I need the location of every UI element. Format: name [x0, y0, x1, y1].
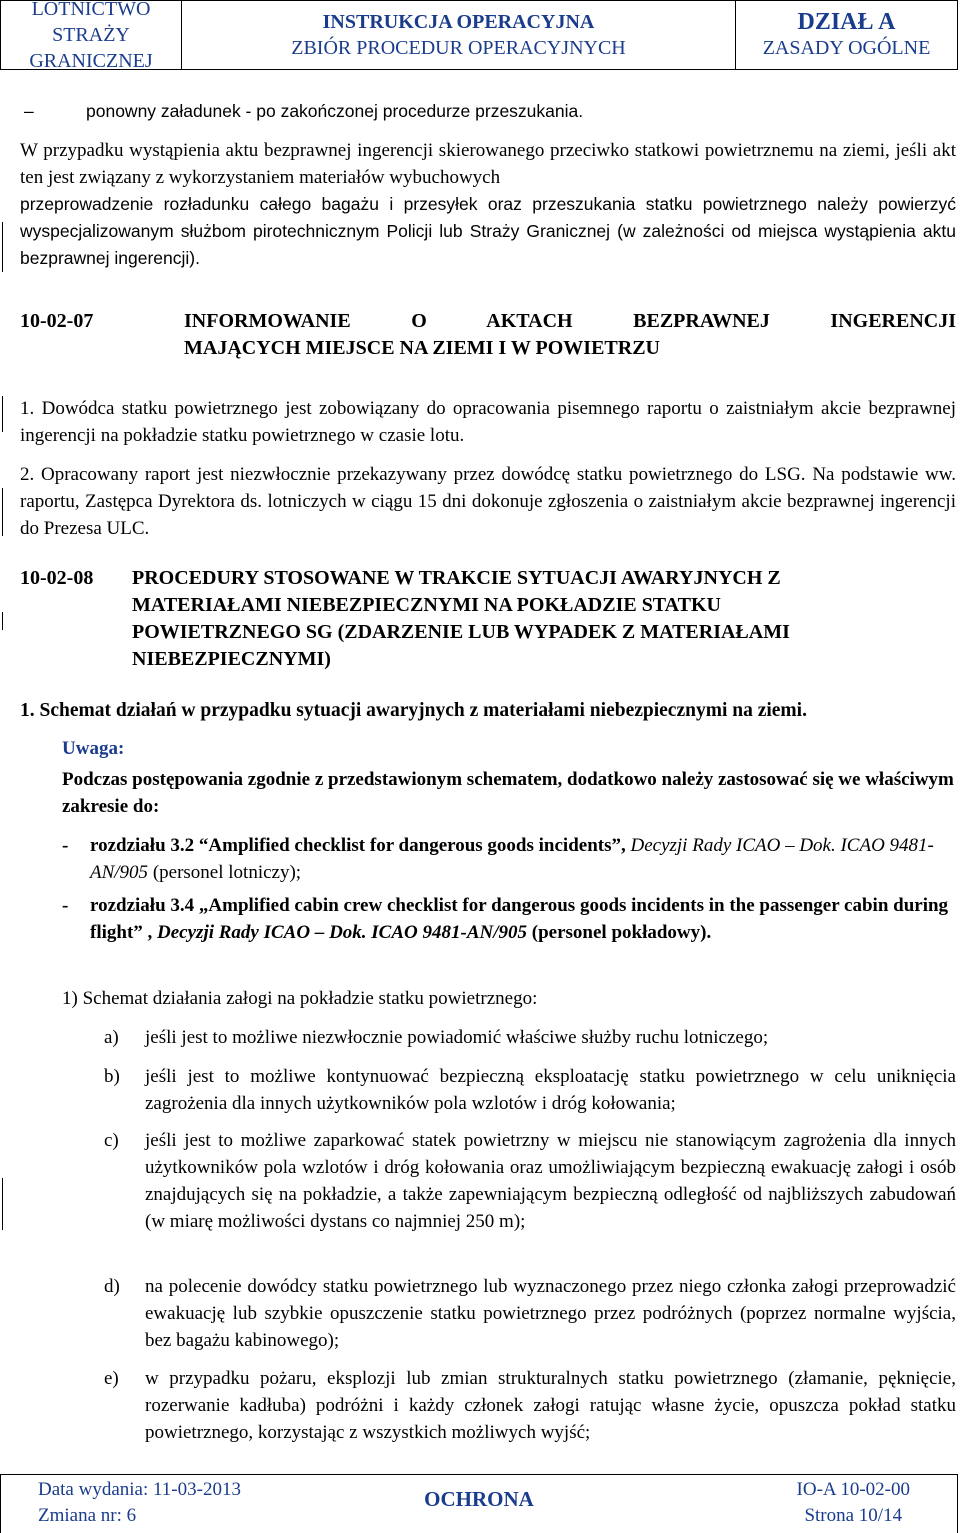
header-section-title: DZIAŁ A [797, 9, 896, 35]
header-document [182, 1, 736, 69]
section-title-10-02-07-line1: INFORMOWANIE O AKTACH BEZPRAWNEJ INGERENCJI [184, 310, 956, 332]
schema-heading: 1. Schemat działań w przypadku sytuacji awaryjnych z materiałami niebezpiecznymi na ziemi. [20, 700, 807, 721]
paragraph-explosives-serif: W przypadku wystąpienia aktu bezprawnej ingerencji skierowanego przeciwko statkowi powietrznemu na ziemi, jeśli akt ten jest związany z wykorzystaniem materiałów wybuchowych [20, 140, 956, 188]
ref1-audience: (personel lotniczy); [148, 862, 302, 883]
ref1-dash: - [62, 835, 69, 856]
dash-marker: – [24, 101, 34, 121]
page-footer [0, 1474, 958, 1532]
footer-document-id: IO-A 10-02-00 [796, 1479, 910, 1500]
header-org [1, 0, 182, 72]
paragraph-explosives-sans: przeprowadzenie rozładunku całego bagażu i przesyłek oraz przeszukania statku powietrznego należy powierzyć wyspecjalizowanym służbom pirotechnicznym Policji lub Straży Granicznej (w zależności od miejsca wystąpienia aktu bezprawnej ingerencji). [20, 194, 956, 268]
footer-doc-info [797, 1477, 910, 1529]
dash-item: ponowny załadunek - po zakończonej procedurze przeszukania. [86, 101, 584, 121]
ref2-audience: (personel pokładowy). [527, 922, 712, 943]
ref1-source: Decyzji Rady ICAO – Dok. ICAO 9481-AN/905 [90, 835, 934, 883]
sub-item-d-mark: d) [104, 1276, 120, 1297]
sub-item-b: jeśli jest to możliwe kontynuować bezpieczną eksploatację statku powietrznego w celu uniknięcia zagrożenia dla innych użytkowników pola wzlotów i dróg kołowania; [145, 1066, 956, 1114]
note-label: Uwaga: [62, 738, 125, 759]
ref2-chapter: rozdziału 3.4 „Amplified cabin crew checklist for dangerous goods incidents in the passenger cabin during flight” , [90, 895, 949, 943]
change-bar [2, 396, 3, 432]
note-text: Podczas postępowania zgodnie z przedstawionym schematem, dodatkowo należy zastosować się we właściwym zakresie do: [62, 769, 954, 817]
crew-schema-heading: 1) Schemat działania załogi na pokładzie statku powietrznego: [62, 988, 538, 1009]
sub-item-a-mark: a) [104, 1027, 119, 1048]
section-number-10-02-08: 10-02-08 [20, 567, 94, 589]
section-title-10-02-07-line2: MAJĄCYCH MIEJSCE NA ZIEMI I W POWIETRZU [184, 337, 660, 359]
section-title-10-02-08: PROCEDURY STOSOWANE W TRAKCIE SYTUACJI AWARYJNYCH Z MATERIAŁAMI NIEBEZPIECZNYMI NA POKŁADZIE STATKU POWIETRZNEGO SG (ZDARZENIE LUB WYPADEK Z MATERIAŁAMI NIEBEZPIECZNYMI) [132, 567, 790, 670]
change-bar [2, 222, 3, 272]
header-section [736, 1, 957, 69]
section-number-10-02-07: 10-02-07 [20, 310, 94, 332]
header-section-subtitle: ZASADY OGÓLNE [762, 37, 931, 59]
header-document-subtitle: ZBIÓR PROCEDUR OPERACYJNYCH [291, 37, 626, 59]
change-bar [2, 488, 3, 536]
report-item-1: 1. Dowódca statku powietrznego jest zobowiązany do opracowania pisemnego raportu o zaistniałym akcie bezprawnej ingerencji na pokładzie statku powietrznego w czasie lotu. [20, 398, 956, 446]
footer-issue-date: Data wydania: 11-03-2013 [38, 1479, 241, 1500]
ref2-source: Decyzji Rady ICAO – Dok. ICAO 9481-AN/905 [157, 922, 528, 943]
paragraph-explosives [20, 137, 956, 272]
footer-classification: OCHRONA [424, 1487, 534, 1511]
ref1-chapter: rozdziału 3.2 “Amplified checklist for dangerous goods incidents”, [90, 835, 631, 856]
sub-item-e-mark: e) [104, 1368, 119, 1389]
footer-change-number: Zmiana nr: 6 [38, 1505, 137, 1526]
sub-item-b-mark: b) [104, 1066, 120, 1087]
change-bar [2, 612, 3, 630]
ref2 [90, 892, 956, 946]
sub-item-c-mark: c) [104, 1130, 119, 1151]
page-header [0, 0, 958, 70]
header-org-line2: STRAŻY GRANICZNEJ [29, 24, 153, 72]
report-item-2: 2. Opracowany raport jest niezwłocznie przekazywany przez dowódcę statku powietrznego do LSG. Na podstawie ww. raportu, Zastępca Dyrektora ds. lotniczych w ciągu 15 dni dokonuje zgłoszenia o zaistniałym akcie bezprawnej ingerencji do Prezesa ULC. [20, 464, 956, 539]
sub-item-e: w przypadku pożaru, eksplozji lub zmian strukturalnych statku powietrznego (złamanie, pęknięcie, rozerwanie kadłuba) podróżni i każdy członek załogi ratując własne życie, opuszcza pokład statku powietrznego, korzystając z wszystkich możliwych wyjść; [145, 1368, 956, 1443]
sub-item-c: jeśli jest to możliwe zaparkować statek powietrzny w miejscu nie stanowiącym zagrożenia dla innych użytkowników pola wzlotów i dróg kołowania oraz umożliwiającym bezpieczną ewakuację załogi i osób znajdujących się na pokładzie, a także zapewniającym bezpieczną odległość od najbliższych zabudowań (w miarę możliwości dystans co najmniej 250 m); [145, 1130, 956, 1232]
header-document-title: INSTRUKCJA OPERACYJNA [322, 11, 595, 33]
header-org-line1: LOTNICTWO [31, 0, 151, 20]
ref2-dash: - [62, 895, 69, 916]
sub-item-a: jeśli jest to możliwe niezwłocznie powiadomić właściwe służby ruchu lotniczego; [145, 1027, 769, 1048]
sub-item-d: na polecenie dowódcy statku powietrznego lub wyznaczonego przez niego członka załogi przeprowadzić ewakuację lub szybkie opuszczenie statku powietrznego przez podróżnych (poprzez normalne wyjścia, bez bagażu kabinowego); [145, 1276, 956, 1351]
footer-page-number: Strona 10/14 [804, 1505, 903, 1526]
change-bar [2, 1178, 3, 1230]
ref1 [90, 832, 956, 886]
